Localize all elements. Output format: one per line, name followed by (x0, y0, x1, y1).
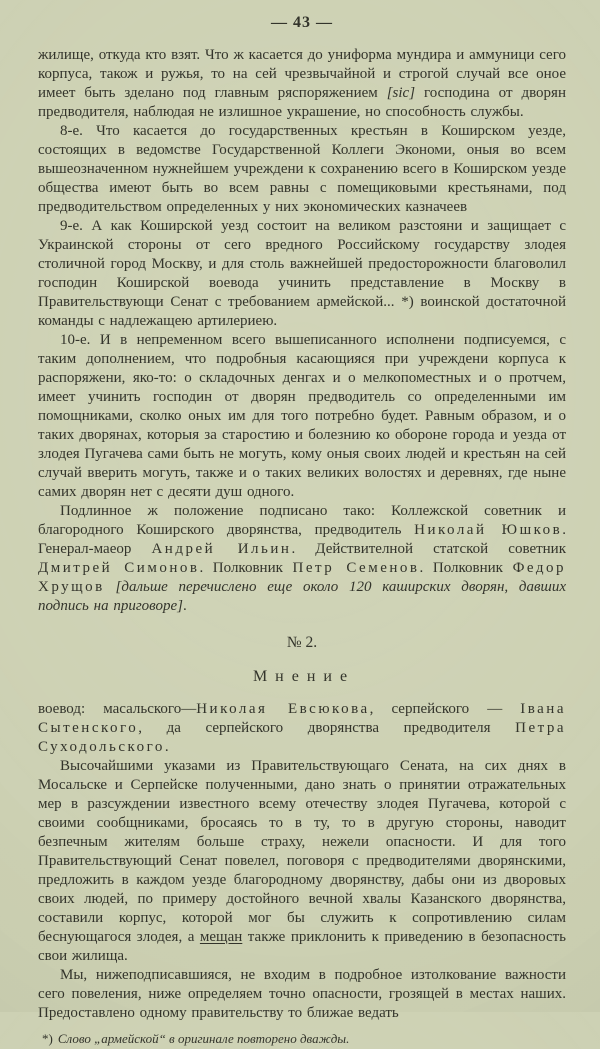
text-run: , да серпейского дворянства предводителя (138, 720, 516, 736)
text-run: 9-е. А как Коширской уезд состоит на великом разстояни и защищает с Украинской стороны от сего вредного Российскому государству злодея столичной город Москву, и для столь важнейшей предосторожности благоволил господин Коширской воевода учинить представление в Москву в Правительствующи Сенат с требованием армейской... *) воинской достаточной команды с надлежащею артилериею. (38, 218, 566, 329)
paragraph (38, 217, 566, 331)
emphasized-text: Петр Семенов (292, 560, 420, 576)
paragraph (38, 502, 566, 616)
text-run: , серпейского — (369, 701, 521, 717)
text-run: Мы, нижеподписавшияся, не входим в подробное изтолкование важности сего повеления, ниже определяем точно опасности, грозящей в местах наших. Предоставлено одному правительству то ближае ведать (38, 967, 566, 1021)
paragraph (38, 331, 566, 502)
paragraph (38, 966, 566, 1023)
text-run: 10-е. И в непременном всего вышеписанного исполнени подписуемся, с таким дополнением, что подробныя касающияся при учреждени корпуса к распоряжени, яко-то: о складочных денгах и о мелкопоместных и о протчем, имеет учинить господин от дворян предводитель со определенными им помощниками, сколко оных им для того потребно будет. Равным образом, и о таких дворянах, которыя за старостию и болезнию ко обороне города и уезда от злодея Пугачева сами быть не могуть, кому оныя своих людей и крестьян на сей случай вверить могуть, также и о таких великих волостях и деревнях, где ныне самих дворян нет с десяти душ одного. (38, 332, 566, 500)
emphasized-text: Дмитрей Симонов (38, 560, 200, 576)
page-number: — 43 — (271, 14, 333, 31)
text-run: Высочайшими указами из Правительствующаго Сената, на сих днях в Мосальске и Серпейске полученными, дано знать о принятии отражательных мер в разсуждении известного всему отечеству злодея Пугачева, которой с своими сообщниками, бросаясь то в ту, то в другую стороны, наводит безпечным жителям больше страху, нежели опасности. И для того Правительствующий Сенат повелел, поговоря с предводителями дворянскими, предложить в каждом уезде благородному дворянству, дабы они из дворовых своих людей, по примеру достойного вечной хвалы Казанского дворянства, составили корпус, которой мог бы служить к сопротивлению силам беснующагося злодея, а (38, 758, 566, 945)
emphasized-text: Iвана Сытенского (38, 701, 566, 736)
emphasized-text: Николая Евсюкова (196, 701, 370, 717)
emphasized-text: мещан (199, 929, 243, 945)
text-run: . (182, 598, 187, 614)
section-title: Мнение (252, 668, 356, 685)
text-run: жилище, откуда кто взят. Что ж касается до униформа мундира и аммуници сего корпуса, також и ружья, то на сей чрезвычайной и строгой случай все оное имеет быть зделано под главным ряспоряжением (38, 47, 566, 101)
footnote-marker: *) (42, 1031, 53, 1046)
text-run: Подлинное ж положение подписано тако: Коллежской советник и благородного Коширского дворянства, предводитель (38, 503, 566, 538)
text-run: . Действителной статской советник (291, 541, 567, 557)
emphasized-text: Николай Юшков (414, 522, 563, 538)
emphasized-text: Андрей Ильин (151, 541, 292, 557)
footnote (38, 1023, 566, 1049)
text-run (105, 579, 116, 595)
section-number: № 2. (286, 634, 318, 651)
emphasized-text: [дальше перечислено еще около 120 каширских дворян, давших подпись на приговоре] (38, 579, 566, 614)
emphasized-text: Федор Хрущов (38, 560, 567, 595)
text-run: воевод: масальского— (38, 701, 197, 717)
emphasized-text: [sic] (386, 85, 416, 101)
paragraph (38, 122, 566, 217)
paragraph (38, 46, 566, 122)
text-run: 8-е. Что касается до государственных крестьян в Коширском уезде, состоящих в ведомстве Государственной Коллеги Экономи, оныя во всем вышеозначенном нужнейшем учреждени к сохранению всего в Коширском уезде общества имеют быть во всем равны с помещиковыми крестьянами, под предводительством определенных у них экономических казначеев (38, 123, 566, 215)
document-text-part1 (38, 46, 566, 616)
text-run: господина от дворян предводителя, наблюдая не излишное украшение, но способность службы. (38, 85, 566, 120)
text-run: также приклонить к приведению в безопасность свои жилища. (38, 929, 567, 964)
footnote-text: Слово „армейской“ в оригинале повторено дважды. (57, 1031, 350, 1046)
text-run: . (164, 739, 169, 755)
document-text-part2 (38, 700, 566, 1023)
paragraph (38, 700, 566, 757)
text-run: . Генерал-маеор (38, 522, 566, 557)
text-run: . Полковник (199, 560, 293, 576)
paragraph (38, 757, 566, 966)
text-run: . Полковник (419, 560, 513, 576)
emphasized-text: Петра Суходольского (38, 720, 566, 755)
